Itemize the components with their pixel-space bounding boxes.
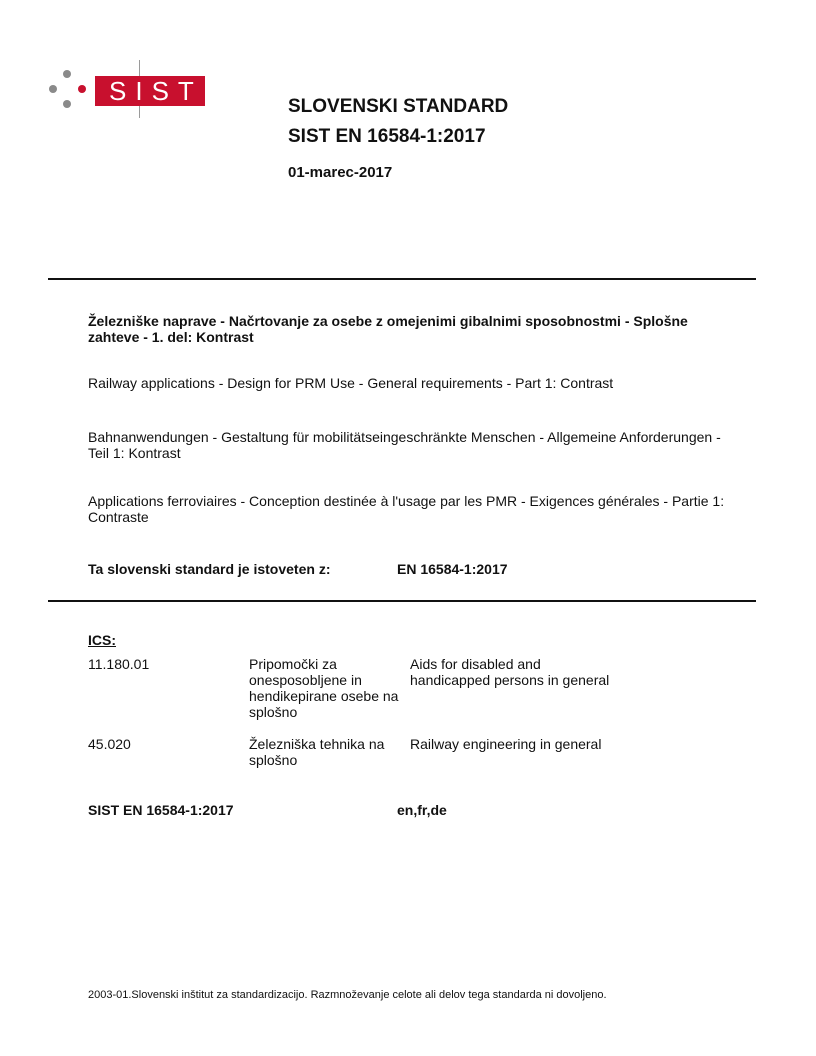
title-slovenian: Železniške naprave - Načrtovanje za osebe z omejenimi gibalnimi sposobnostmi - Splošne zahteve - 1. del: Kontrast [88,313,688,345]
publication-date: 01-marec-2017 [288,164,393,181]
document-languages: en,fr,de [397,802,447,818]
copyright-footer: 2003-01.Slovenski inštitut za standardizacijo. Razmnoževanje celote ali delov tega standarda ni dovoljeno. [88,989,607,1001]
title-german: Bahnanwendungen - Gestaltung für mobilitätseingeschränkte Menschen - Allgemeine Anforderungen - Teil 1: Kontrast [88,429,721,461]
identical-label: Ta slovenski standard je istoveten z: [88,561,331,577]
ics-description-en: Aids for disabled and handicapped persons in general [410,656,610,688]
logo-dot [63,100,71,108]
title-french: Applications ferroviaires - Conception destinée à l'usage par les PMR - Exigences générales - Partie 1: Contraste [88,493,725,525]
logo-dot [63,70,71,78]
document-code: SIST EN 16584-1:2017 [88,802,234,818]
ics-heading: ICS: [88,632,116,648]
logo-dot [49,85,57,93]
divider-top [48,278,756,280]
standard-number-heading: SIST EN 16584-1:2017 [288,126,486,147]
identical-value: EN 16584-1:2017 [397,561,508,577]
ics-description-sl: Železniška tehnika na splošno [249,736,385,768]
logo-box [95,76,205,106]
logo-dot [78,85,86,93]
ics-code: 11.180.01 [88,656,150,672]
ics-description-sl: Pripomočki za onesposobljene in hendikepirane osebe na splošno [249,656,399,720]
ics-code: 45.020 [88,736,131,752]
ics-description-en: Railway engineering in general [410,736,602,752]
logo-text: SIST [109,76,203,106]
standard-type-heading: SLOVENSKI STANDARD [288,96,509,117]
title-english: Railway applications - Design for PRM Use - General requirements - Part 1: Contrast [88,375,614,391]
divider-bottom [48,600,756,602]
